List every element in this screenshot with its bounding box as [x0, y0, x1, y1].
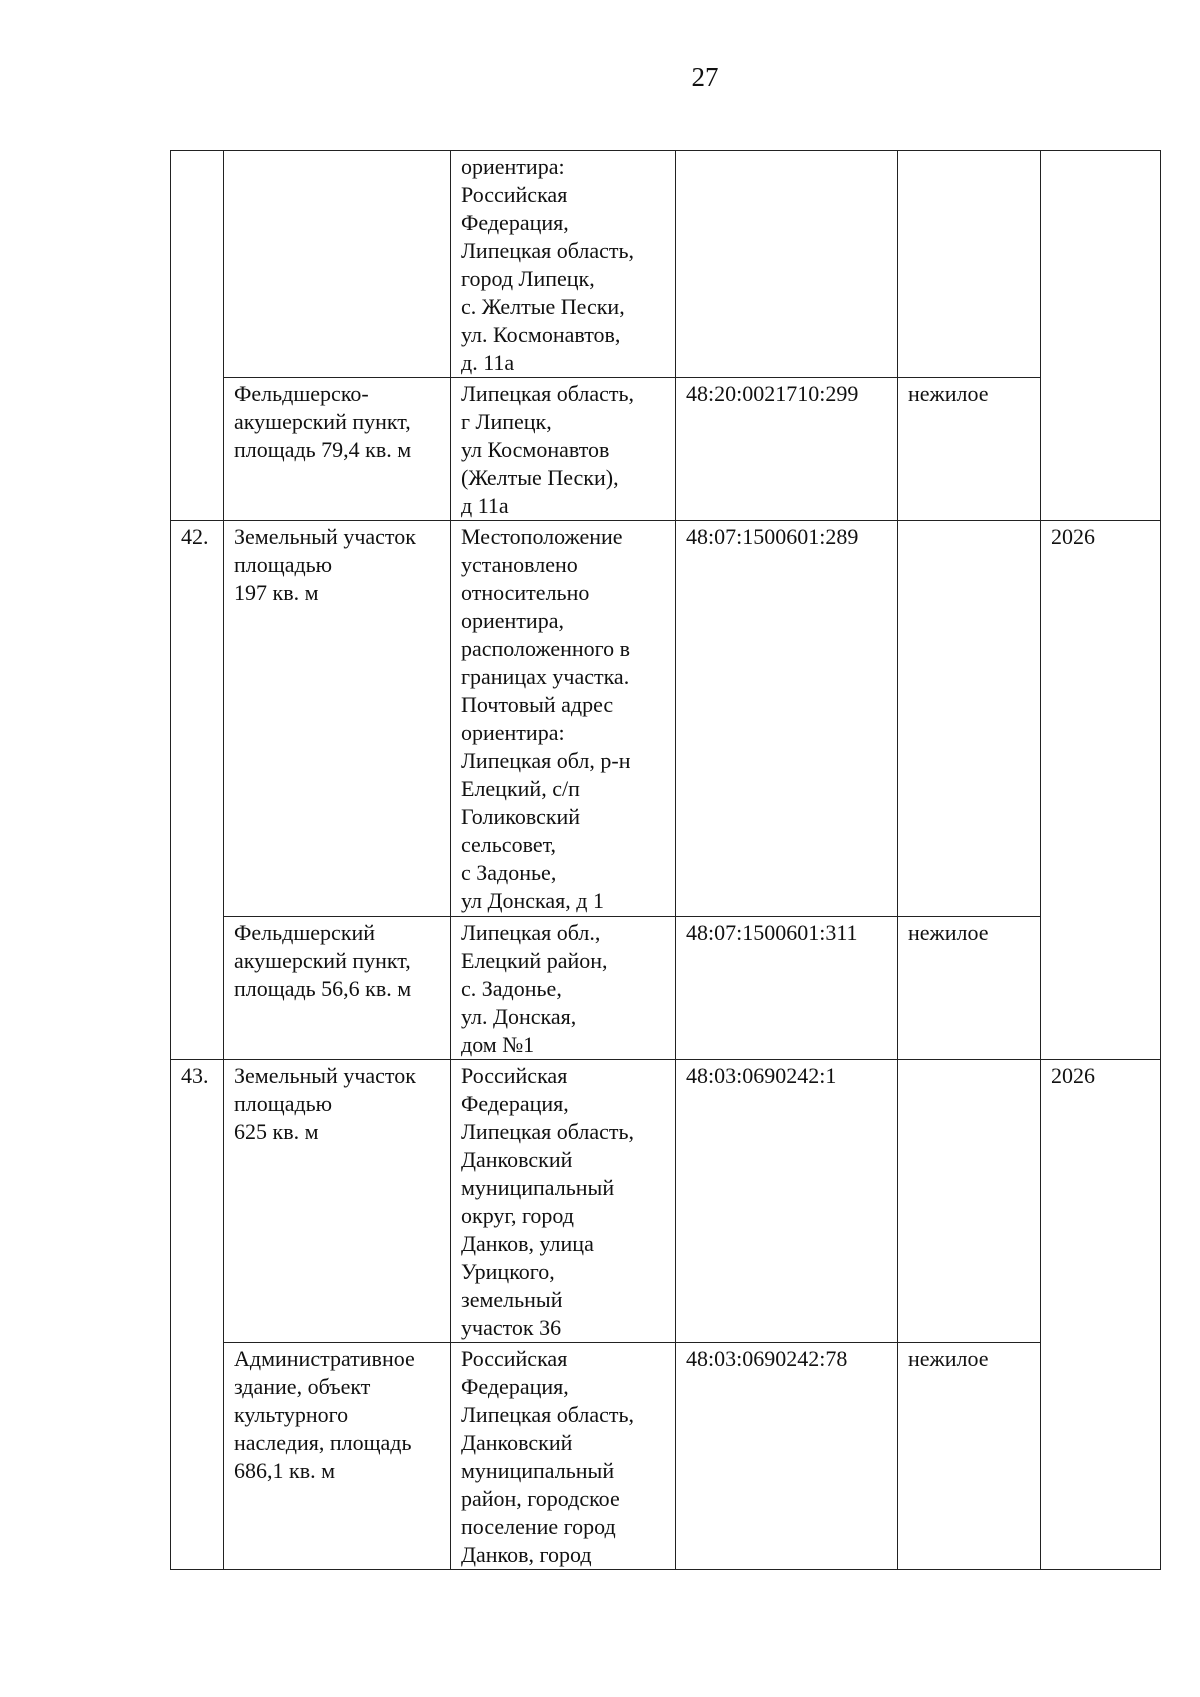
- object-name: Земельный участок площадью 197 кв. м: [224, 521, 451, 917]
- property-table: [170, 150, 1161, 1570]
- object-type: [898, 1060, 1041, 1343]
- object-name: Земельный участок площадью 625 кв. м: [224, 1060, 451, 1343]
- object-type: [898, 521, 1041, 917]
- object-name: Фельдшерско- акушерский пункт, площадь 79,4 кв. м: [224, 378, 451, 521]
- row-number: [171, 151, 224, 521]
- object-type: нежилое: [898, 1343, 1041, 1570]
- row-number: 43.: [171, 1060, 224, 1570]
- cadastral-number: 48:03:0690242:1: [676, 1060, 898, 1343]
- table-row: [171, 151, 1161, 378]
- page-number: 27: [691, 62, 719, 92]
- table-row: [171, 1060, 1161, 1343]
- table-row: [171, 378, 1161, 521]
- year-cell: 2026: [1041, 1060, 1161, 1570]
- object-type: нежилое: [898, 917, 1041, 1060]
- object-address: Липецкая область, г Липецк, ул Космонавтов (Желтые Пески), д 11а: [451, 378, 676, 521]
- object-name: Фельдшерский акушерский пункт, площадь 56,6 кв. м: [224, 917, 451, 1060]
- year-cell: [1041, 151, 1161, 521]
- object-address: ориентира: Российская Федерация, Липецкая область, город Липецк, с. Желтые Пески, ул. Космонавтов, д. 11а: [451, 151, 676, 378]
- object-address: Местоположение установлено относительно ориентира, расположенного в границах участка. Почтовый адрес ориентира: Липецкая обл, р-н Елецкий, с/п Голиковский сельсовет, с Задонье, ул Донская, д 1: [451, 521, 676, 917]
- cadastral-number: 48:07:1500601:289: [676, 521, 898, 917]
- cadastral-number: 48:03:0690242:78: [676, 1343, 898, 1570]
- object-type: [898, 151, 1041, 378]
- table-row: [171, 521, 1161, 917]
- year-cell: 2026: [1041, 521, 1161, 1060]
- table-row: [171, 1343, 1161, 1570]
- cadastral-number: 48:07:1500601:311: [676, 917, 898, 1060]
- table-row: [171, 917, 1161, 1060]
- object-name: [224, 151, 451, 378]
- object-type: нежилое: [898, 378, 1041, 521]
- row-number: 42.: [171, 521, 224, 1060]
- object-address: Липецкая обл., Елецкий район, с. Задонье, ул. Донская, дом №1: [451, 917, 676, 1060]
- cadastral-number: 48:20:0021710:299: [676, 378, 898, 521]
- object-address: Российская Федерация, Липецкая область, Данковский муниципальный район, городское поселение город Данков, город: [451, 1343, 676, 1570]
- cadastral-number: [676, 151, 898, 378]
- object-address: Российская Федерация, Липецкая область, Данковский муниципальный округ, город Данков, улица Урицкого, земельный участок 36: [451, 1060, 676, 1343]
- object-name: Административное здание, объект культурного наследия, площадь 686,1 кв. м: [224, 1343, 451, 1570]
